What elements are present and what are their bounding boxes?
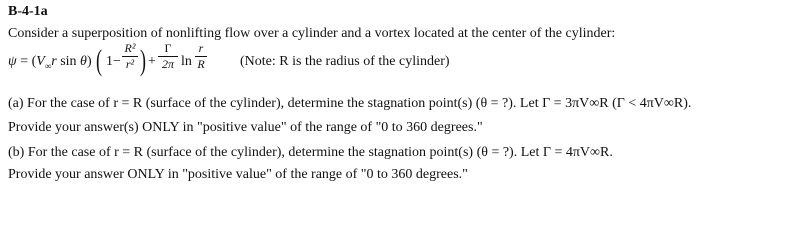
stream-function-equation [8,42,778,84]
eq-ln: ln [181,54,192,69]
fraction-r2-over-r2 [122,42,138,71]
part-a-instruction: Provide your answer(s) ONLY in "positive value" of the range of "0 to 360 degrees." [8,120,483,135]
right-paren: ) [140,44,146,77]
frac2-numerator: Γ [164,41,172,55]
frac1-denominator: r² [125,57,135,71]
frac1-numerator: R² [124,41,136,55]
eq-lhs: $\psi = (V_\infty r$ sin θ) [8,54,92,71]
eq-one-minus: 1− [106,54,121,69]
frac3-numerator: r [198,41,204,55]
frac3-denominator: R [197,57,205,71]
left-paren: ( [96,44,102,77]
fraction-r-over-R [195,42,207,71]
problem-intro: Consider a superposition of nonlifting flow over a cylinder and a vortex located at the center of the cylinder: [8,26,616,41]
part-b-instruction: Provide your answer ONLY in "positive value" of the range of "0 to 360 degrees." [8,167,468,182]
eq-plus: + [148,54,156,69]
equation-note: (Note: R is the radius of the cylinder) [240,54,450,69]
frac2-denominator: 2π [161,57,174,71]
part-b-question: (b) For the case of r = R (surface of the cylinder), determine the stagnation point(s) (θ = ?). Let Γ = 4πV∞R. [8,145,613,160]
part-a-question: (a) For the case of r = R (surface of the cylinder), determine the stagnation point(s) (θ = ?). Let Γ = 3πV∞R (Γ < 4πV∞R). [8,96,692,111]
fraction-gamma-over-2pi [158,42,178,71]
problem-title: B-4-1a [8,4,48,19]
